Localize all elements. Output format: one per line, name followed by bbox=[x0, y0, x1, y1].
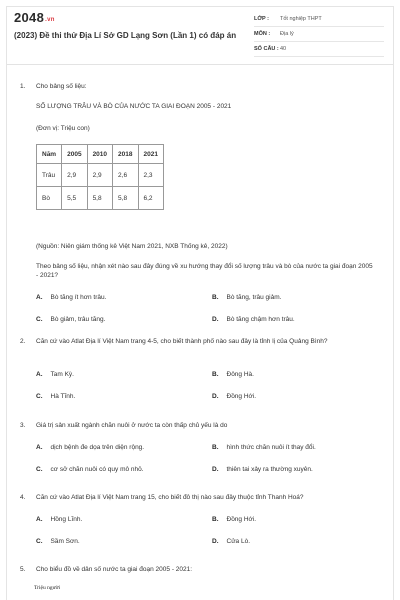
question-number: 5. bbox=[20, 566, 26, 573]
option-d[interactable]: D. Cửa Lò. bbox=[212, 538, 251, 545]
question-prompt: Theo bảng số liệu, nhận xét nào sau đây đúng về xu hướng thay đổi số lượng trâu và bò của nước ta giai đoạn 2005 - 2021? bbox=[36, 263, 373, 279]
option-a[interactable]: A. dịch bệnh đe dọa trên diện rộng. bbox=[36, 444, 145, 451]
option-b[interactable]: B. Bò tăng, trâu giảm. bbox=[212, 294, 282, 301]
meta-question-count: SỐ CÂU : 40 bbox=[254, 42, 384, 57]
option-b[interactable]: B. hình thức chăn nuôi ít thay đổi. bbox=[212, 444, 316, 451]
option-d[interactable]: D. Đồng Hới. bbox=[212, 393, 257, 400]
question-number: 1. bbox=[20, 83, 26, 90]
document-title: (2023) Đề thi thử Địa Lí Sở GD Lạng Sơn (Lần 1) có đáp án bbox=[14, 31, 237, 40]
table-row: Bò 5,5 5,8 5,8 6,2 bbox=[37, 187, 164, 210]
question-number: 2. bbox=[20, 338, 26, 345]
site-logo[interactable]: 2048.vn bbox=[14, 10, 55, 25]
option-c[interactable]: C. Bò giảm, trâu tăng. bbox=[36, 316, 106, 323]
table-unit: (Đơn vị: Triệu con) bbox=[36, 125, 90, 132]
option-c[interactable]: C. Hà Tĩnh. bbox=[36, 393, 76, 400]
table-title: SỐ LƯỢNG TRÂU VÀ BÒ CỦA NƯỚC TA GIAI ĐOẠN 2005 - 2021 bbox=[36, 103, 232, 110]
chart-y-axis-label: Triệu người bbox=[34, 585, 61, 591]
document-page bbox=[6, 6, 394, 600]
question-number: 3. bbox=[20, 422, 26, 429]
option-b[interactable]: B. Đồng Hới. bbox=[212, 516, 257, 523]
table-row: Trâu 2,9 2,9 2,6 2,3 bbox=[37, 164, 164, 187]
table-source: (Nguồn: Niên giám thống kê Việt Nam 2021, NXB Thống kê, 2022) bbox=[36, 243, 228, 250]
question-number: 4. bbox=[20, 494, 26, 501]
option-d[interactable]: D. thiên tai xảy ra thường xuyên. bbox=[212, 466, 313, 473]
meta-subject: MÔN : Địa lý bbox=[254, 27, 384, 42]
option-d[interactable]: D. Bò tăng chậm hơn trâu. bbox=[212, 316, 295, 323]
option-c[interactable]: C. cơ sở chăn nuôi có quy mô nhỏ. bbox=[36, 466, 144, 473]
option-b[interactable]: B. Đông Hà. bbox=[212, 371, 254, 378]
question-text: Giá trị sản xuất ngành chăn nuôi ở nước ta còn thấp chủ yếu là do bbox=[36, 422, 228, 429]
meta-class: LỚP : Tốt nghiệp THPT bbox=[254, 12, 384, 27]
option-a[interactable]: A. Hồng Lĩnh. bbox=[36, 516, 83, 523]
option-a[interactable]: A. Bò tăng ít hơn trâu. bbox=[36, 294, 107, 301]
table-header-row: Năm 2005 2010 2018 2021 bbox=[37, 145, 164, 164]
header-divider bbox=[7, 64, 393, 65]
option-a[interactable]: A. Tam Kỳ. bbox=[36, 371, 74, 378]
question-text: Cho bảng số liệu: bbox=[36, 83, 87, 90]
exam-meta bbox=[254, 12, 384, 57]
option-c[interactable]: C. Sầm Sơn. bbox=[36, 538, 80, 545]
data-table bbox=[36, 144, 164, 210]
question-text: Căn cứ vào Atlat Địa lí Việt Nam trang 4-5, cho biết thành phố nào sau đây là tỉnh lị của Quảng Bình? bbox=[36, 338, 328, 345]
question-text: Cho biểu đồ về dân số nước ta giai đoạn 2005 - 2021: bbox=[36, 566, 193, 573]
question-text: Căn cứ vào Atlat Địa lí Việt Nam trang 15, cho biết đô thị nào sau đây thuộc tỉnh Thanh Hoá? bbox=[36, 494, 304, 501]
